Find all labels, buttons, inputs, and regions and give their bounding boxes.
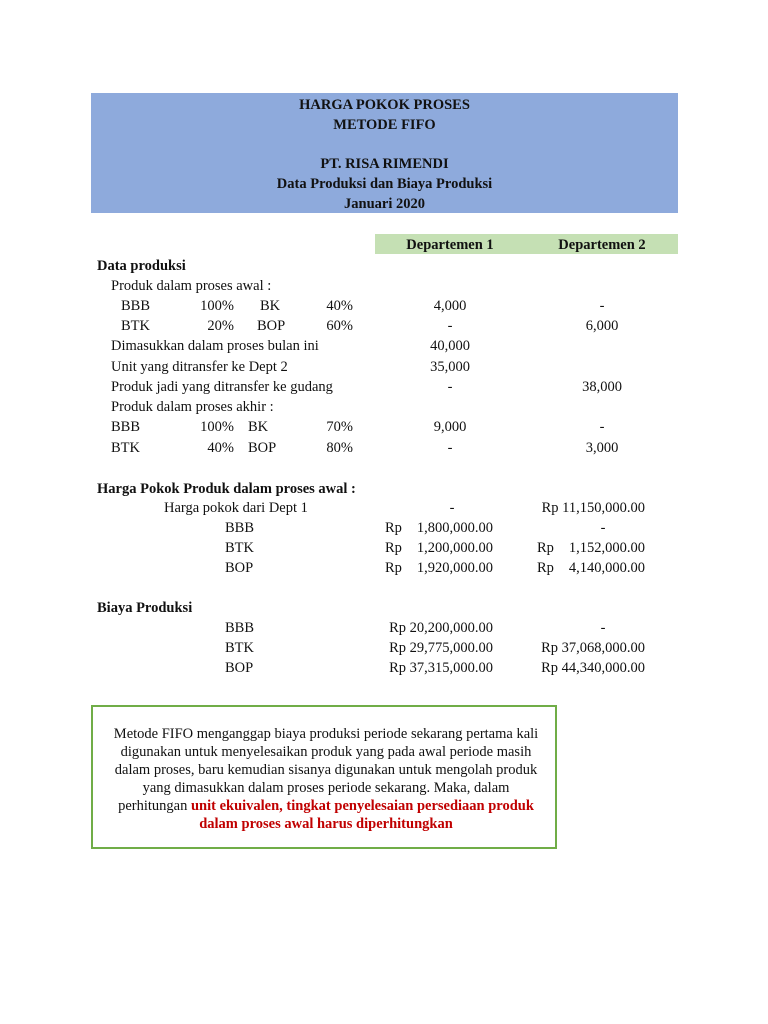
hpp-btk-d2-currency: Rp [537, 540, 554, 556]
hpp-bbb-d1-amount: 1,800,000.00 [416, 520, 493, 536]
section-title-data-produksi: Data produksi [97, 258, 186, 274]
section-title-hpp-awal: Harga Pokok Produk dalam proses awal : [97, 481, 356, 497]
akhir-row-2-bp: 80% [326, 440, 353, 456]
awal-row-2-b: BOP [257, 318, 286, 334]
row-dimasukkan-label: Dimasukkan dalam proses bulan ini [111, 338, 319, 354]
akhir-row-2-d2: 3,000 [585, 440, 619, 456]
title-header [91, 93, 678, 213]
awal-row-2-ap: 20% [207, 318, 234, 334]
biaya-btk-d1: Rp 29,775,000.00 [389, 640, 493, 656]
company-name: PT. RISA RIMENDI [320, 156, 449, 172]
awal-row-1-b: BK [260, 298, 281, 314]
awal-row-2-bp: 60% [326, 318, 353, 334]
biaya-bop-label: BOP [225, 660, 254, 676]
row-dimasukkan-d1: 40,000 [430, 338, 470, 354]
awal-row-2-a: BTK [121, 318, 150, 334]
akhir-row-2-a: BTK [111, 440, 140, 456]
akhir-row-1-ap: 100% [200, 419, 234, 435]
fifo-note-box [91, 705, 557, 849]
report-name: Data Produksi dan Biaya Produksi [276, 176, 493, 192]
akhir-row-1-d2: - [599, 419, 605, 435]
biaya-bbb-d2: - [600, 620, 606, 636]
column-header-dept2: Departemen 2 [558, 237, 646, 253]
akhir-row-1-d1: 9,000 [433, 419, 467, 435]
akhir-row-1-a: BBB [111, 419, 141, 435]
hpp-bbb-d1-currency: Rp [385, 520, 402, 536]
row-transfer-gudang-label: Produk jadi yang ditransfer ke gudang [111, 379, 333, 395]
awal-row-1-d1: 4,000 [433, 298, 467, 314]
biaya-bbb-label: BBB [225, 620, 255, 636]
note-line-3: dalam proses, baru kemudian sisanya digunakan untuk mengolah produk [114, 762, 538, 778]
biaya-bbb-d1: Rp 20,200,000.00 [389, 620, 493, 636]
hpp-btk-d2-amount: 1,152,000.00 [568, 540, 645, 556]
awal-row-1-a: BBB [121, 298, 151, 314]
note-line-5-plain: perhitungan [118, 798, 191, 814]
awal-row-1-d2: - [599, 298, 605, 314]
note-emphasis-1: unit ekuivalen, tingkat penyelesaian persediaan produk [190, 798, 534, 814]
doc-subtitle: METODE FIFO [333, 117, 436, 133]
note-line-4: yang dimasukkan dalam proses periode sekarang. Maka, dalam [142, 780, 510, 796]
hpp-btk-d1-currency: Rp [385, 540, 402, 556]
awal-row-1-ap: 100% [200, 298, 234, 314]
note-line-2: digunakan untuk menyelesaikan produk yang pada awal periode masih [120, 744, 532, 760]
doc-title: HARGA POKOK PROSES [299, 97, 470, 113]
biaya-bop-d1: Rp 37,315,000.00 [389, 660, 493, 676]
hpp-dari-dept1-label: Harga pokok dari Dept 1 [164, 500, 308, 516]
biaya-bop-d2: Rp 44,340,000.00 [541, 660, 645, 676]
hpp-dari-dept1-d2: Rp 11,150,000.00 [541, 500, 645, 516]
fifo-note-text [103, 725, 549, 833]
row-transfer-gudang-d2: 38,000 [582, 379, 622, 395]
awal-row-2-d2: 6,000 [585, 318, 619, 334]
biaya-btk-label: BTK [225, 640, 254, 656]
akhir-row-1-b: BK [248, 419, 269, 435]
akhir-row-2-b: BOP [248, 440, 277, 456]
hpp-bop-d1-currency: Rp [385, 560, 402, 576]
note-line-1: Metode FIFO menganggap biaya produksi periode sekarang pertama kali [113, 726, 539, 742]
note-emphasis-2: dalam proses awal harus diperhitungkan [199, 816, 453, 832]
label-pdp-akhir: Produk dalam proses akhir : [111, 399, 274, 415]
akhir-row-1-bp: 70% [326, 419, 353, 435]
hpp-btk-d1-amount: 1,200,000.00 [416, 540, 493, 556]
hpp-bbb-label: BBB [225, 520, 255, 536]
awal-row-2-d1: - [447, 318, 453, 334]
akhir-row-2-ap: 40% [207, 440, 234, 456]
awal-row-1-bp: 40% [326, 298, 353, 314]
akhir-row-2-d1: - [447, 440, 453, 456]
label-pdp-awal: Produk dalam proses awal : [111, 278, 272, 294]
hpp-dari-dept1-d1: - [449, 500, 455, 516]
column-header-dept1: Departemen 1 [406, 237, 494, 253]
hpp-btk-label: BTK [225, 540, 254, 556]
row-transfer-dept2-label: Unit yang ditransfer ke Dept 2 [111, 359, 288, 375]
note-line-5 [103, 797, 549, 815]
hpp-bop-label: BOP [225, 560, 254, 576]
row-transfer-dept2-d1: 35,000 [430, 359, 470, 375]
hpp-bop-d2-amount: 4,140,000.00 [568, 560, 645, 576]
hpp-bbb-d2-amount: - [600, 520, 606, 536]
row-transfer-gudang-d1: - [447, 379, 453, 395]
hpp-bop-d2-currency: Rp [537, 560, 554, 576]
hpp-bop-d1-amount: 1,920,000.00 [416, 560, 493, 576]
biaya-btk-d2: Rp 37,068,000.00 [541, 640, 645, 656]
section-title-biaya-produksi: Biaya Produksi [97, 600, 193, 616]
report-period: Januari 2020 [344, 196, 425, 212]
